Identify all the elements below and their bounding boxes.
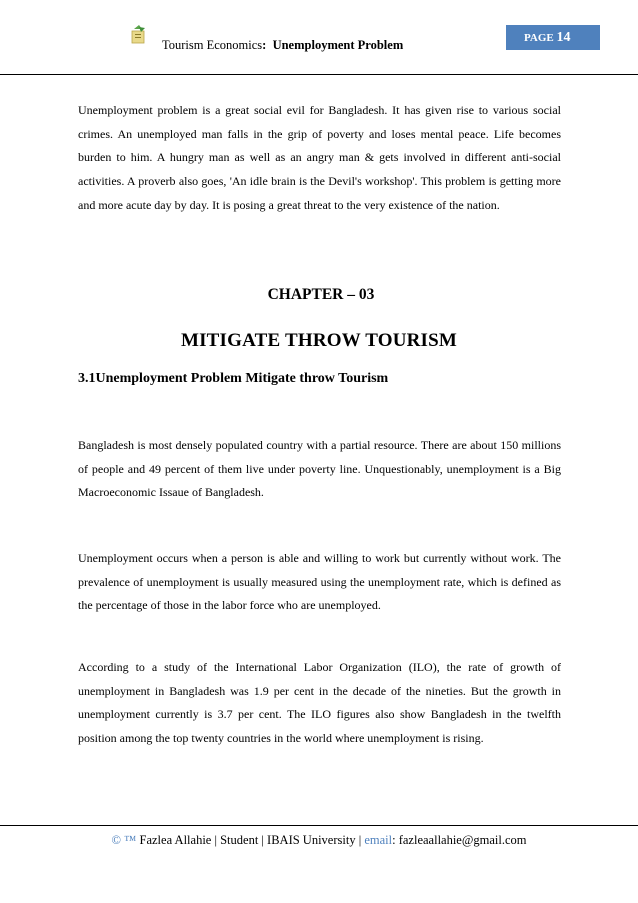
body-paragraph-definition: Unemployment occurs when a person is able and willing to work but currently without work. The prevalence of unemployment is usually measured using the unemployment rate, which is defined as the percentage of those in the labor force who are unemployed. — [78, 551, 561, 613]
header-title-topic: Unemployment Problem — [272, 38, 404, 52]
footer-author: Fazlea Allahie | Student | IBAIS University | — [139, 833, 362, 847]
footer-email-colon: : — [392, 833, 396, 847]
footer-divider — [0, 825, 638, 826]
header-divider — [0, 74, 638, 75]
page-number-badge — [506, 25, 600, 50]
footer — [0, 833, 638, 848]
section-heading: 3.1Unemployment Problem Mitigate throw Tourism — [78, 371, 389, 386]
page-label: PAGE — [524, 32, 554, 44]
chapter-title: MITIGATE THROW TOURISM — [180, 330, 458, 351]
intro-paragraph: Unemployment problem is a great social evil for Bangladesh. It has given rise to various social crimes. An unemployed man falls in the grip of poverty and loses mental peace. Life becomes burden to him. A hungry man as well as an angry man & gets involved in different anti-social activities. A proverb also goes, 'An idle brain is the Devil's workshop'. This problem is getting more and more acute day by day. It is posing a great threat to the very existence of the nation. — [78, 103, 561, 212]
header-title-colon: : — [262, 38, 267, 52]
document-logo-icon — [130, 25, 148, 45]
page-number: 14 — [556, 30, 571, 45]
chapter-label: CHAPTER – 03 — [267, 286, 375, 303]
body-paragraph-ilo: According to a study of the International Labor Organization (ILO), the rate of growth of unemployment in Bangladesh was 1.9 per cent in the decade of the nineties. But the growth in unemployment currently is 3.7 per cent. The ILO figures also show Bangladesh in the twelfth position among the top twenty countries in the world where unemployment is rising. — [78, 660, 561, 746]
footer-email-label: email — [364, 833, 393, 847]
body-paragraph-population: Bangladesh is most densely populated country with a partial resource. There are about 150 millions of people and 49 percent of them live under poverty line. Unquestionably, unemployment is a Big Macroeconomic Issaue of Bangladesh. — [78, 438, 561, 500]
header-title-prefix: Tourism Economics — [162, 38, 263, 52]
footer-email[interactable]: fazleaallahie@gmail.com — [398, 833, 527, 847]
header-title — [162, 38, 403, 53]
copyright-symbols: © ™ — [111, 833, 137, 847]
